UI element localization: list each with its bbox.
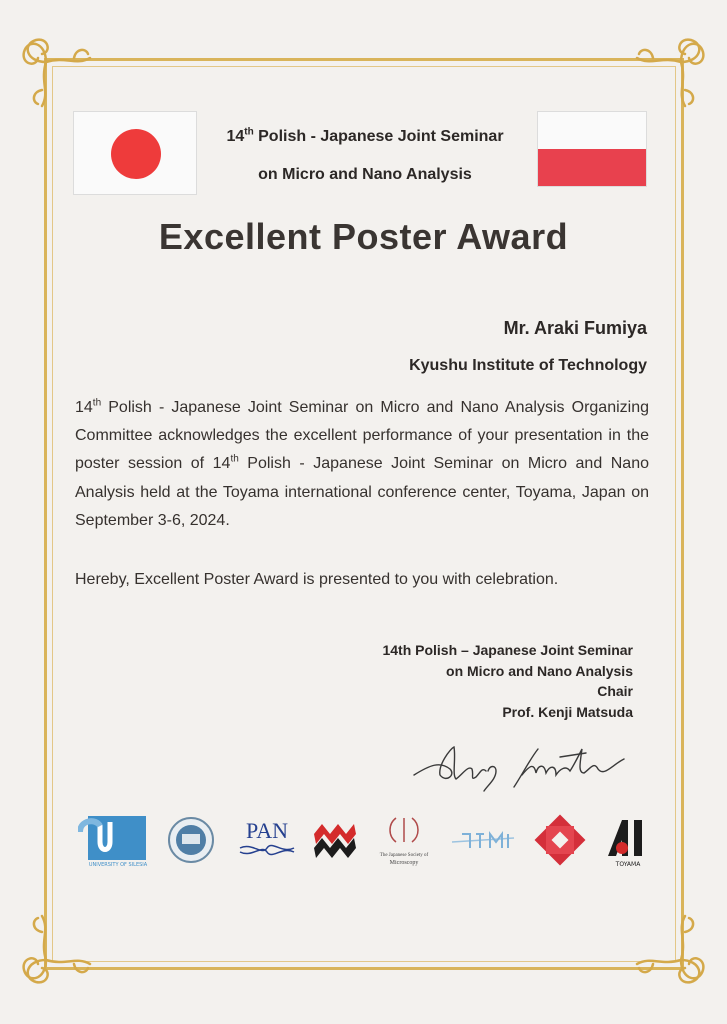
award-title: Excellent Poster Award (158, 216, 569, 257)
seminar-line-2: on Micro and Nano Analysis (258, 166, 472, 183)
recipient-institution: Kyushu Institute of Technology (409, 357, 647, 374)
sponsor-logos (78, 812, 654, 870)
recipient-name: Mr. Araki Fumiya (503, 318, 647, 338)
japan-flag-sun (111, 129, 161, 179)
ornament-corner-bottom-left-icon (16, 900, 106, 990)
svg-text:UNIVERSITY OF SILESIA: UNIVERSITY OF SILESIA (88, 862, 148, 868)
red-star-logo-icon (532, 812, 588, 870)
toyama-logo-icon (602, 812, 654, 870)
signatory-line-4: Prof. Kenji Matsuda (502, 703, 633, 720)
university-of-silesia-logo-icon (78, 812, 148, 870)
seminar-heading (200, 118, 530, 194)
ornament-corner-top-left-icon (16, 32, 106, 122)
pan-logo-icon (232, 812, 302, 870)
ptmi-logo-icon (448, 812, 518, 870)
signatory-line-3: Chair (597, 683, 633, 699)
red-peaks-logo-icon (310, 812, 360, 870)
award-hereby-text: Hereby, Excellent Poster Award is presented to you with celebration. (75, 571, 559, 588)
svg-text:TOYAMA: TOYAMA (615, 861, 641, 868)
signatory-block (382, 640, 633, 722)
signatory-line-2: on Micro and Nano Analysis (446, 662, 633, 679)
ornament-corner-bottom-right-icon (621, 900, 711, 990)
ornament-corner-top-right-icon (621, 32, 711, 122)
handwritten-signature-icon (410, 735, 630, 795)
svg-text:Microscopy: Microscopy (389, 860, 419, 866)
award-body-text: 14th Polish - Japanese Joint Seminar on Micro and Nano Analysis Organizing Committee acknowledges the excellent performance of your presentation in the poster session of 14th Polish - Japanese Joint Seminar on Micro and Nano Analysis held at the Toyama international conference center, Toyama, Japan on September 3-6, 2024. (75, 397, 650, 529)
japanese-society-of-microscopy-logo-icon (374, 812, 434, 870)
seminar-line-1: 14th Polish - Japanese Joint Seminar (226, 126, 504, 145)
svg-text:The Japanese Society of: The Japanese Society of (379, 853, 429, 858)
japan-flag-icon (73, 111, 197, 195)
university-seal-logo-icon (166, 812, 216, 870)
signatory-line-1: 14th Polish – Japanese Joint Seminar (382, 642, 633, 658)
pan-logo-text: PAN (246, 818, 288, 843)
poland-flag-icon (537, 111, 647, 187)
